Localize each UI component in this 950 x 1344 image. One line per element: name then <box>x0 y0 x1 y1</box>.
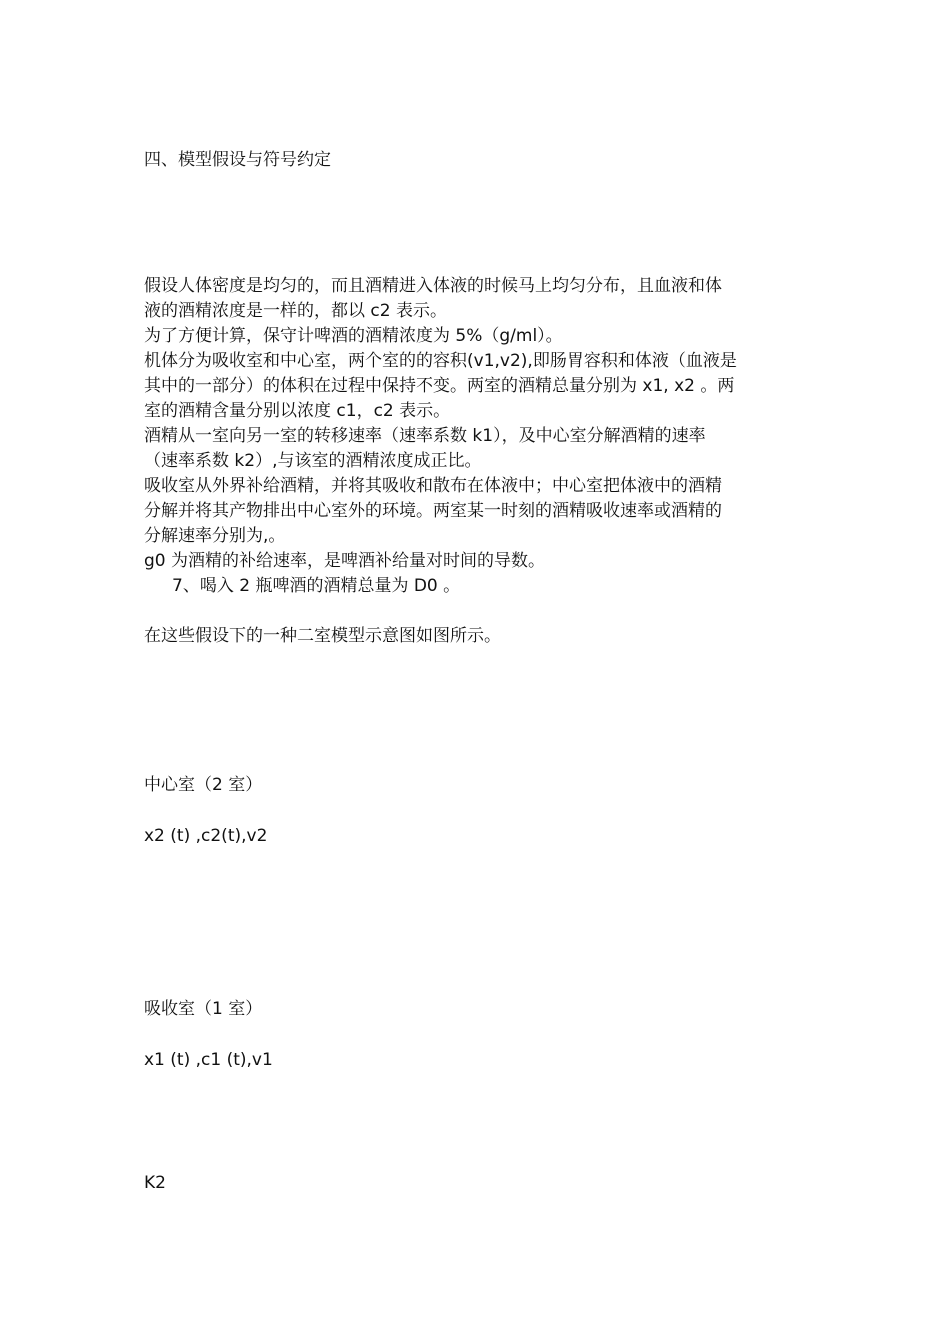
assumption-line: 室的酒精含量分别以浓度 c1，c2 表示。 <box>144 401 451 421</box>
assumption-line: 液的酒精浓度是一样的，都以 c2 表示。 <box>144 301 447 321</box>
rate-label: K2 <box>144 1173 166 1193</box>
assumption-line: 7、喝入 2 瓶啤酒的酒精总量为 D0 。 <box>172 576 461 596</box>
absorption-room-title: 吸收室（1 室） <box>144 999 263 1019</box>
assumption-line: 为了方便计算，保守计啤酒的酒精浓度为 5%（g/ml）。 <box>144 326 563 346</box>
assumption-line: 分解速率分别为,。 <box>144 526 286 546</box>
assumption-line: 分解并将其产物排出中心室外的环境。两室某一时刻的酒精吸收速率或酒精的 <box>144 501 722 521</box>
diagram-intro: 在这些假设下的一种二室模型示意图如图所示。 <box>144 626 501 646</box>
section-heading: 四、模型假设与符号约定 <box>144 150 331 170</box>
absorption-room-vars: x1 (t) ,c1 (t),v1 <box>144 1050 273 1070</box>
central-room-vars: x2 (t) ,c2(t),v2 <box>144 826 268 846</box>
assumption-line: g0 为酒精的补给速率，是啤酒补给量对时间的导数。 <box>144 551 546 571</box>
assumption-line: 假设人体密度是均匀的，而且酒精进入体液的时候马上均匀分布，且血液和体 <box>144 276 722 296</box>
assumption-line: 机体分为吸收室和中心室，两个室的的容积(v1,v2),即肠胃容积和体液（血液是 <box>144 351 737 371</box>
central-room-title: 中心室（2 室） <box>144 775 263 795</box>
assumption-line: 酒精从一室向另一室的转移速率（速率系数 k1），及中心室分解酒精的速率 <box>144 426 706 446</box>
assumption-line: 吸收室从外界补给酒精，并将其吸收和散布在体液中；中心室把体液中的酒精 <box>144 476 722 496</box>
assumption-line: 其中的一部分）的体积在过程中保持不变。两室的酒精总量分别为 x1, x2 。两 <box>144 376 735 396</box>
assumption-line: （速率系数 k2）,与该室的酒精浓度成正比。 <box>144 451 482 471</box>
